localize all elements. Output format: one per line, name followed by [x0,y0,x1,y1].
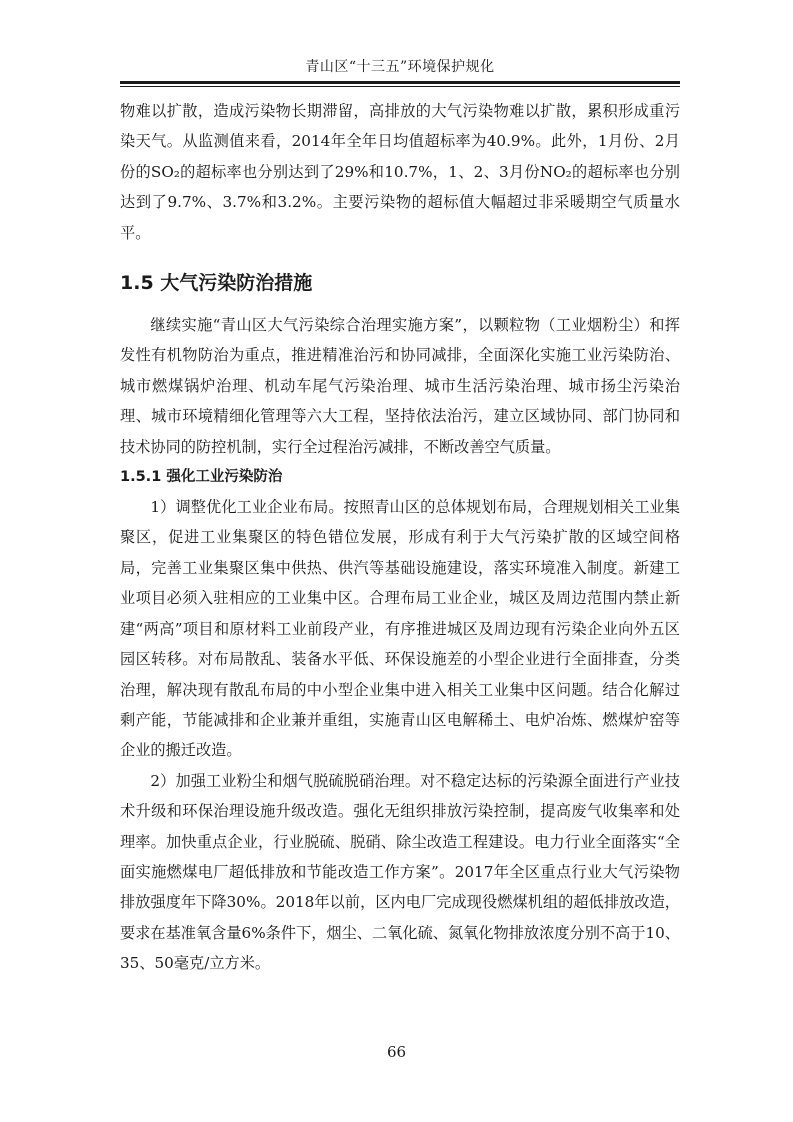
page-header [120,52,680,82]
section-paragraph: 继续实施“青山区大气污染综合治理实施方案”，以颗粒物（工业烟粉尘）和挥发性有机物防治为重点，推进精准治污和协同减排，全面深化实施工业污染防治、城市燃煤锅炉治理、机动车尾气污染治理、城市生活污染治理、城市扬尘污染治理、城市环境精细化管理等六大工程，坚持依法治污，建立区域协同、部门协同和技术协同的防控机制，实行全过程治污减排，不断改善空气质量。 [120,316,680,456]
header-rule-thick [120,81,680,84]
list-item-1: 1）调整优化工业企业布局。按照青山区的总体规划布局，合理规划相关工业集聚区，促进工业集聚区的特色错位发展，形成有利于大气污染扩散的区域空间格局，完善工业集聚区集中供热、供汽等基础设施建设，落实环境准入制度。新建工业项目必须入驻相应的工业集中区。合理布局工业企业，城区及周边范围内禁止新建“两高”项目和原材料工业前段产业，有序推进城区及周边现有污染企业向外五区园区转移。对布局散乱、装备水平低、环保设施差的小型企业进行全面排查，分类治理，解决现有散乱布局的中小型企业集中进入相关工业集中区问题。结合化解过剩产能，节能减排和企业兼并重组，实施青山区电解稀土、电炉冶炼、燃煤炉窑等企业的搬迁改造。 [120,498,680,760]
page-content [120,96,680,979]
section-heading: 1.5 大气污染防治措施 [120,272,313,295]
header-title: 青山区“十三五”环境保护规化 [305,59,495,75]
header-rule-thin [120,86,680,87]
subsection-heading: 1.5.1 强化工业污染防治 [120,469,283,486]
page-number: 66 [386,1043,407,1061]
list-item-2: 2）加强工业粉尘和烟气脱硫脱硝治理。对不稳定达标的污染源全面进行产业技术升级和环保治理设施升级改造。强化无组织排放污染控制，提高废气收集率和处理率。加快重点企业，行业脱硫、脱硝、除尘改造工程建设。电力行业全面落实“全面实施燃煤电厂超低排放和节能改造工作方案”。2017年全区重点行业大气污染物排放强度年下降30%。2018年以前，区内电厂完成现役燃煤机组的超低排放改造，要求在基准氧含量6%条件下，烟尘、二氧化硫、氮氧化物排放浓度分别不高于10、35、50毫克/立方米。 [120,771,680,973]
intro-paragraph: 物难以扩散，造成污染物长期滞留，高排放的大气污染物难以扩散，累积形成重污染天气。从监测值来看，2014年全年日均值超标率为40.9%。此外，1月份、2月份的SO₂的超标率也分别达到了29%和10.7%，1、2、3月份NO₂的超标率也分别达到了9.7%、3.7%和3.2%。主要污染物的超标值大幅超过非采暖期空气质量水平。 [120,102,680,242]
